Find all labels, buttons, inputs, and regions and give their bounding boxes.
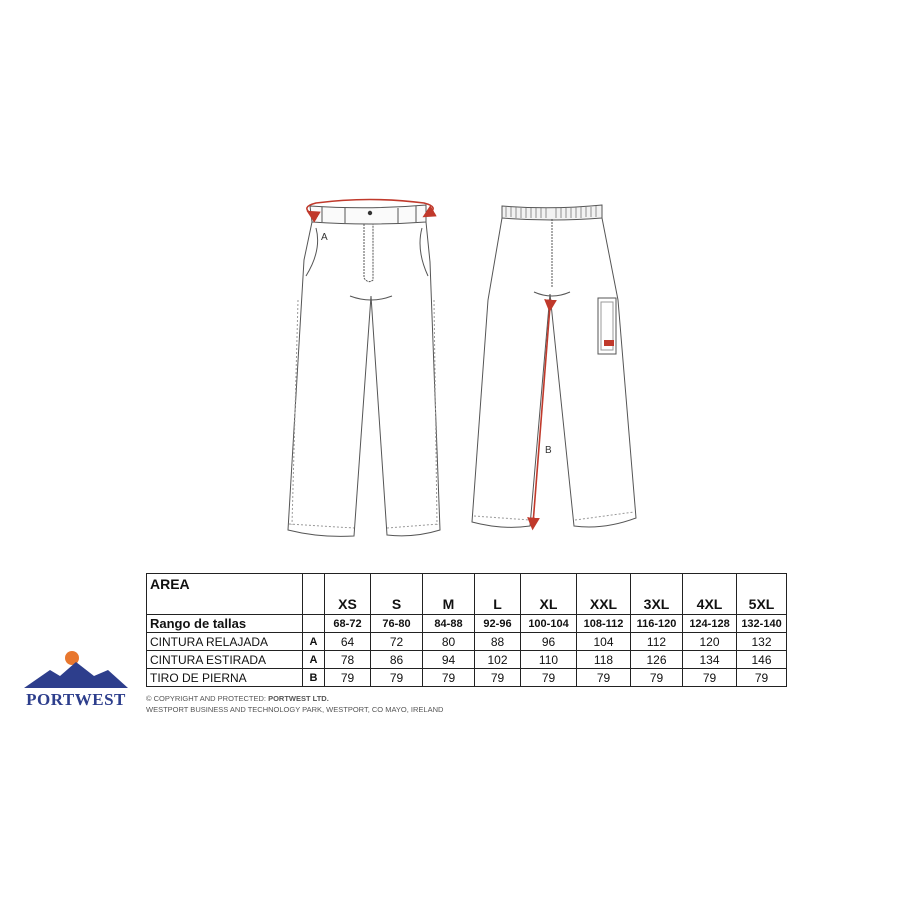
value-cell: 96 xyxy=(521,633,577,651)
value-cell: 79 xyxy=(737,669,787,687)
logo-wordmark: PORTWEST xyxy=(26,690,126,709)
size-header: L xyxy=(475,574,521,615)
range-cell: 100-104 xyxy=(521,615,577,633)
value-cell: 79 xyxy=(371,669,423,687)
label-b: B xyxy=(545,445,552,456)
copyright-notice xyxy=(146,693,443,715)
value-cell: 112 xyxy=(631,633,683,651)
table-row xyxy=(147,633,787,651)
front-button xyxy=(368,211,372,215)
copyright-prefix: © COPYRIGHT AND PROTECTED: xyxy=(146,694,266,703)
inside-leg-measure-arrow xyxy=(533,306,550,524)
size-header: S xyxy=(371,574,423,615)
value-cell: 126 xyxy=(631,651,683,669)
size-header: XS xyxy=(325,574,371,615)
copyright-address: WESTPORT BUSINESS AND TECHNOLOGY PARK, WESTPORT, CO MAYO, IRELAND xyxy=(146,705,444,714)
front-view-trousers xyxy=(288,205,440,536)
measure-code: A xyxy=(303,651,325,669)
label-a: A xyxy=(321,232,328,243)
value-cell: 79 xyxy=(631,669,683,687)
value-cell: 79 xyxy=(521,669,577,687)
range-cell: 76-80 xyxy=(371,615,423,633)
value-cell: 118 xyxy=(577,651,631,669)
value-cell: 72 xyxy=(371,633,423,651)
size-header: XXL xyxy=(577,574,631,615)
value-cell: 102 xyxy=(475,651,521,669)
value-cell: 104 xyxy=(577,633,631,651)
size-header: XL xyxy=(521,574,577,615)
size-header: M xyxy=(423,574,475,615)
value-cell: 110 xyxy=(521,651,577,669)
table-row xyxy=(147,669,787,687)
value-cell: 79 xyxy=(475,669,521,687)
range-cell: 84-88 xyxy=(423,615,475,633)
row-label: Rango de tallas xyxy=(147,615,303,633)
table-header-row xyxy=(147,574,787,615)
value-cell: 86 xyxy=(371,651,423,669)
size-header: 5XL xyxy=(737,574,787,615)
back-view-trousers xyxy=(472,205,636,527)
size-chart-table xyxy=(146,573,787,687)
value-cell: 78 xyxy=(325,651,371,669)
back-outline xyxy=(472,218,636,527)
range-cell: 132-140 xyxy=(737,615,787,633)
back-waistband xyxy=(502,205,602,220)
value-cell: 146 xyxy=(737,651,787,669)
range-cell: 68-72 xyxy=(325,615,371,633)
value-cell: 64 xyxy=(325,633,371,651)
front-waistband xyxy=(310,205,426,224)
row-label: CINTURA ESTIRADA xyxy=(147,651,303,669)
value-cell: 80 xyxy=(423,633,475,651)
value-cell: 79 xyxy=(423,669,475,687)
size-header: 4XL xyxy=(683,574,737,615)
size-header: 3XL xyxy=(631,574,683,615)
copyright-company: PORTWEST LTD. xyxy=(268,694,329,703)
value-cell: 88 xyxy=(475,633,521,651)
size-range-row xyxy=(147,615,787,633)
range-cell: 116-120 xyxy=(631,615,683,633)
value-cell: 134 xyxy=(683,651,737,669)
value-cell: 94 xyxy=(423,651,475,669)
value-cell: 79 xyxy=(683,669,737,687)
code-cell xyxy=(303,615,325,633)
range-cell: 92-96 xyxy=(475,615,521,633)
range-cell: 108-112 xyxy=(577,615,631,633)
area-header: AREA xyxy=(147,574,303,615)
table-row xyxy=(147,651,787,669)
value-cell: 132 xyxy=(737,633,787,651)
measure-code: A xyxy=(303,633,325,651)
measure-code: B xyxy=(303,669,325,687)
value-cell: 79 xyxy=(577,669,631,687)
value-cell: 79 xyxy=(325,669,371,687)
logo-mountain xyxy=(24,662,128,688)
range-cell: 124-128 xyxy=(683,615,737,633)
value-cell: 120 xyxy=(683,633,737,651)
pocket-tag xyxy=(604,340,614,346)
row-label: TIRO DE PIERNA xyxy=(147,669,303,687)
row-label: CINTURA RELAJADA xyxy=(147,633,303,651)
code-header xyxy=(303,574,325,615)
